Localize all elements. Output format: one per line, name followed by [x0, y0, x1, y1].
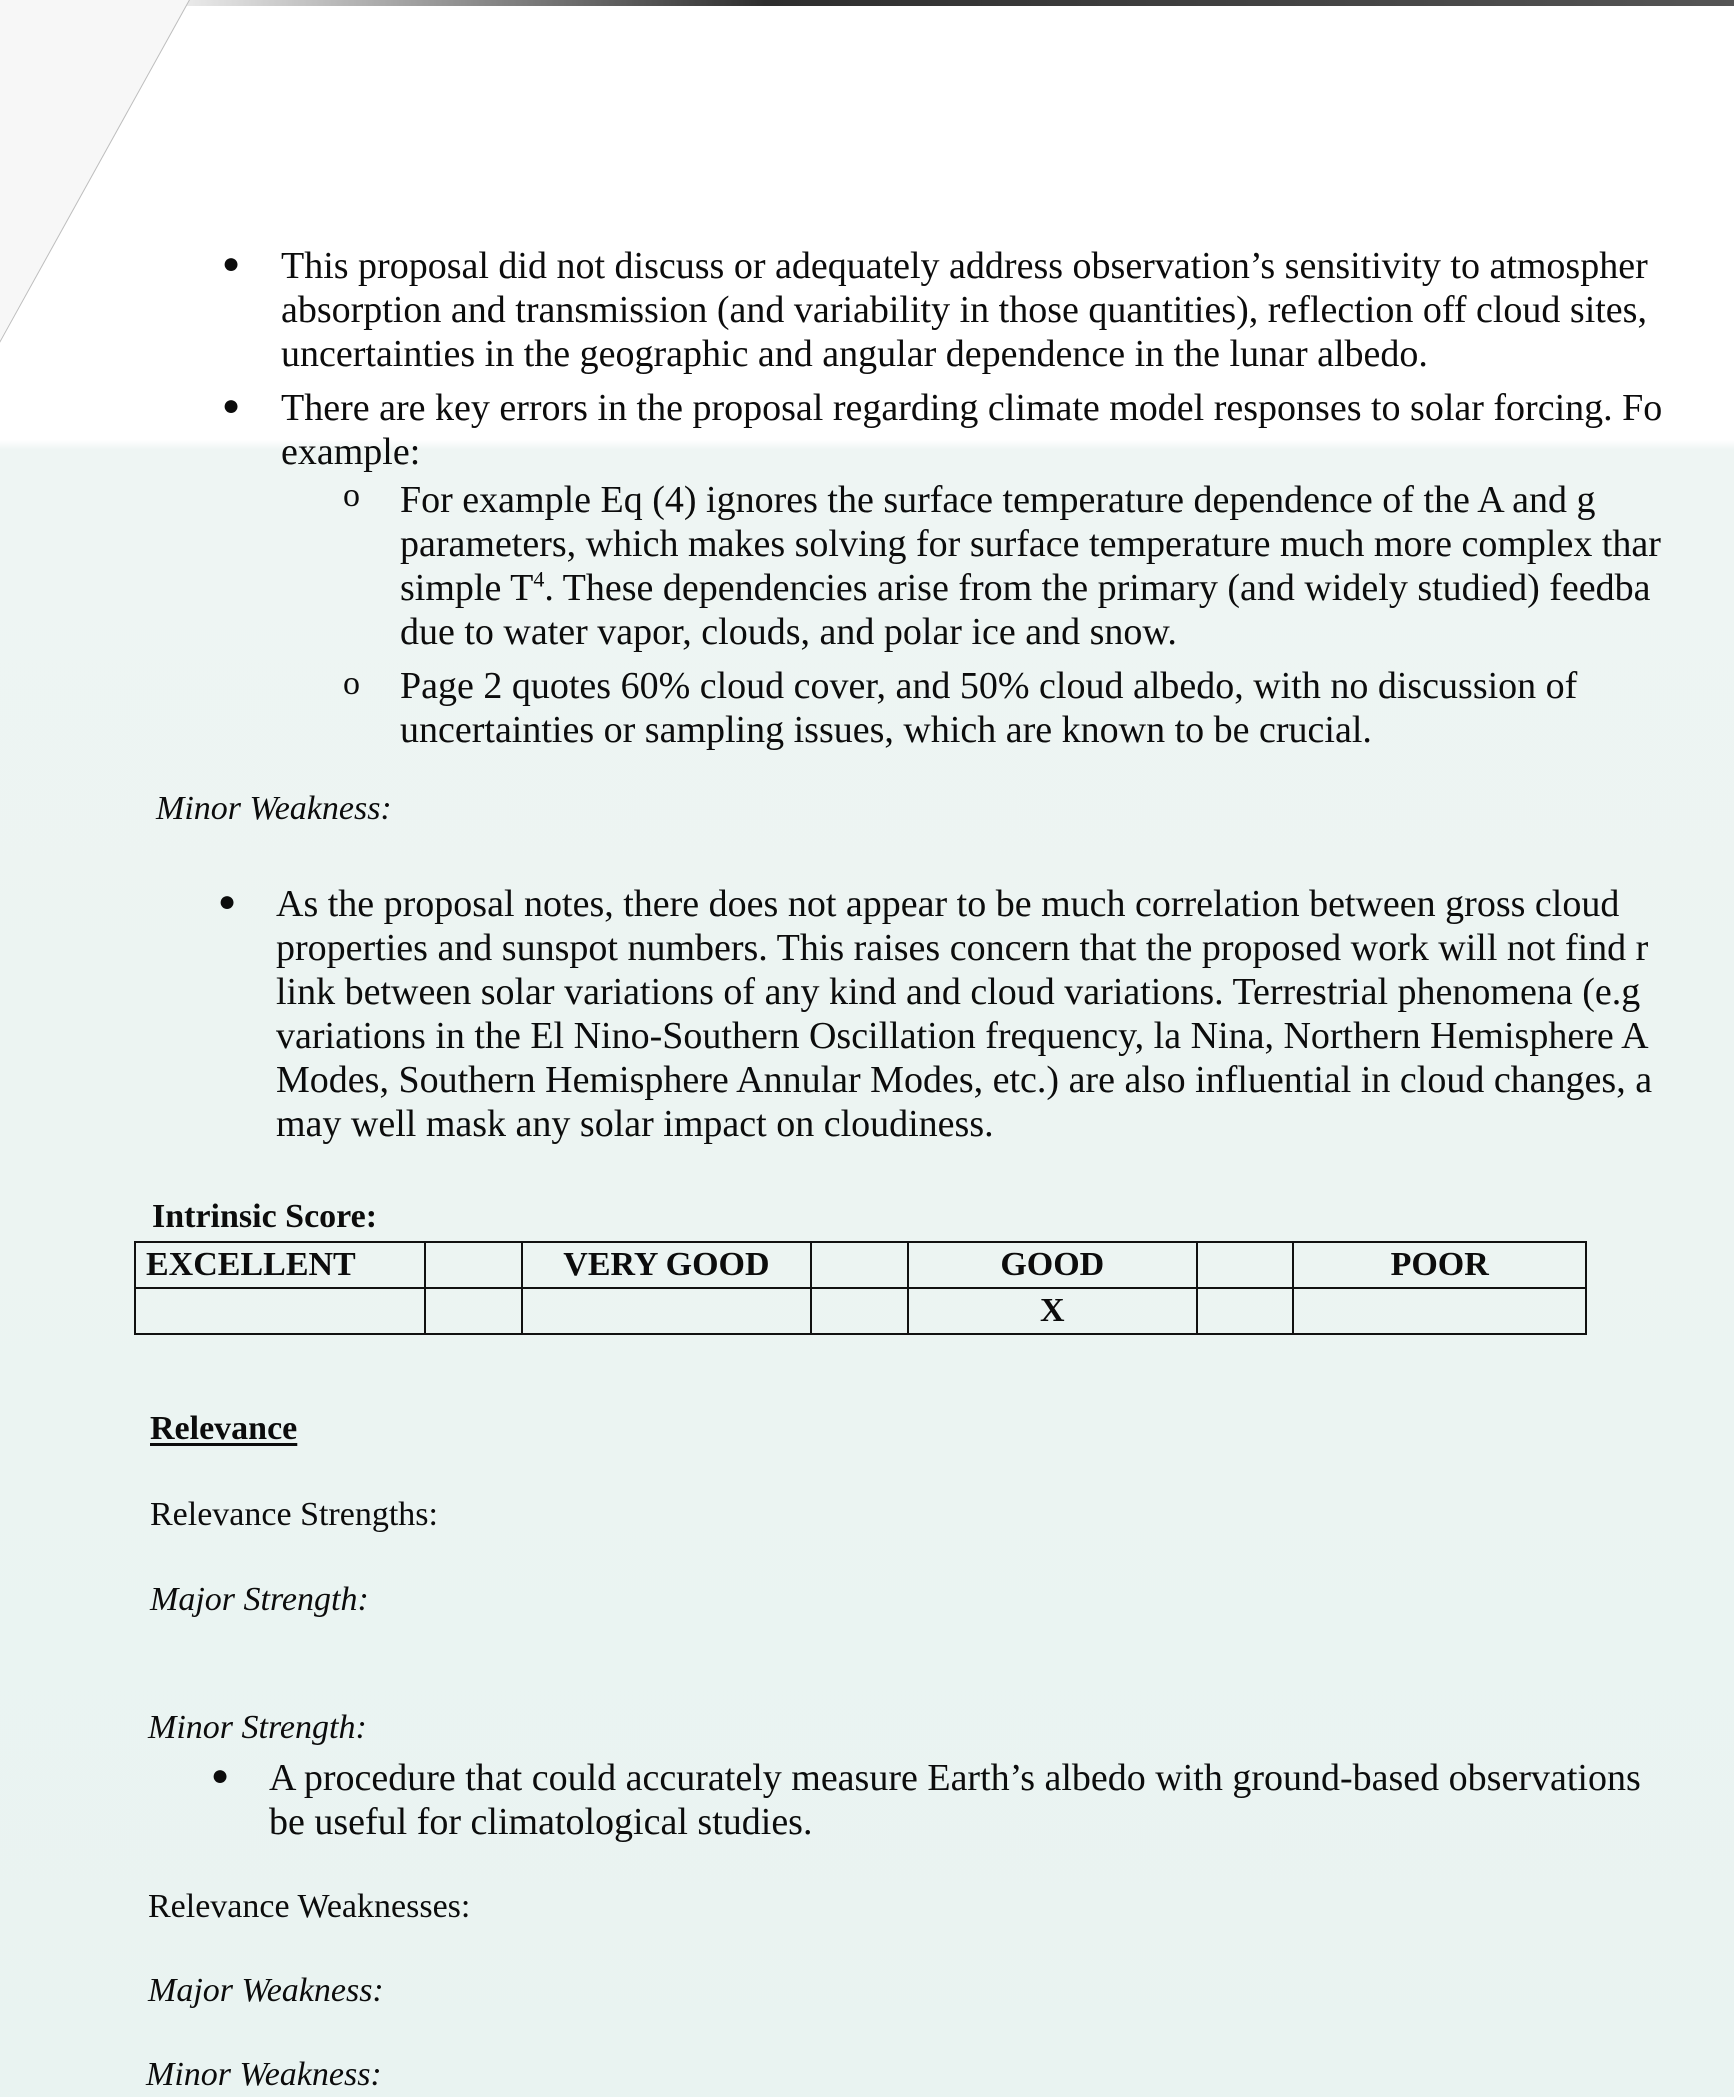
- major-weakness-label: Major Weakness:: [148, 1972, 384, 2009]
- concern-2-line-1: There are key errors in the proposal regarding climate model responses to solar forcing. Fo: [281, 387, 1663, 429]
- sub-point-1-line-3-end: . These dependencies arise from the primary (and widely studied) feedba: [544, 567, 1651, 609]
- bullet-icon: ●: [222, 389, 241, 422]
- score-header-very-good: VERY GOOD: [522, 1242, 812, 1288]
- concern-1-line-3: uncertainties in the geographic and angular dependence in the lunar albedo.: [281, 333, 1428, 375]
- major-strength-label: Major Strength:: [150, 1581, 369, 1618]
- concern-1-line-1: This proposal did not discuss or adequately address observation’s sensitivity to atmospher: [281, 245, 1648, 287]
- hollow-bullet-icon: o: [343, 477, 360, 514]
- score-header-gap-1: [425, 1242, 522, 1288]
- score-header-row: [135, 1242, 1586, 1288]
- sub-point-1-line-3-start: simple T: [400, 567, 534, 609]
- bullet-icon: ●: [218, 885, 237, 918]
- concern-2-line-2: example:: [281, 431, 421, 473]
- score-mark-poor: [1293, 1288, 1586, 1334]
- concern-item-2: [281, 386, 1662, 474]
- intrinsic-score-label: Intrinsic Score:: [152, 1198, 378, 1235]
- score-mark-row: [135, 1288, 1586, 1334]
- sub-point-1: [400, 478, 1661, 654]
- minor-strength-line-2: be useful for climatological studies.: [269, 1801, 813, 1843]
- score-header-good: GOOD: [908, 1242, 1197, 1288]
- minor-strength-item: [269, 1756, 1641, 1844]
- concern-1-line-2: absorption and transmission (and variability in those quantities), reflection off cloud sites,: [281, 289, 1647, 331]
- minor-weakness-line-5: Modes, Southern Hemisphere Annular Modes, etc.) are also influential in cloud changes, a: [276, 1059, 1653, 1101]
- minor-strength-line-1: A procedure that could accurately measure Earth’s albedo with ground-based observations: [269, 1757, 1641, 1799]
- sub-point-1-line-3: [400, 566, 1661, 610]
- score-header-gap-3: [1197, 1242, 1294, 1288]
- score-mark-good: X: [908, 1288, 1197, 1334]
- sub-point-1-line-2: parameters, which makes solving for surface temperature much more complex thar: [400, 523, 1661, 565]
- sub-point-2-line-1: Page 2 quotes 60% cloud cover, and 50% cloud albedo, with no discussion of: [400, 665, 1578, 707]
- minor-weakness-line-3: link between solar variations of any kind and cloud variations. Terrestrial phenomena (e.g: [276, 971, 1641, 1013]
- sub-point-2-line-2: uncertainties or sampling issues, which are known to be crucial.: [400, 709, 1372, 751]
- relevance-strengths-label: Relevance Strengths:: [150, 1496, 438, 1533]
- concern-item-1: [281, 244, 1648, 376]
- minor-strength-label: Minor Strength:: [148, 1709, 367, 1746]
- minor-weakness-line-2: properties and sunspot numbers. This raises concern that the proposed work will not find r: [276, 927, 1649, 969]
- score-header-poor: POOR: [1293, 1242, 1586, 1288]
- relevance-weaknesses-label: Relevance Weaknesses:: [148, 1888, 471, 1925]
- relevance-heading: Relevance: [150, 1410, 298, 1447]
- sub-point-2: [400, 664, 1577, 752]
- minor-weakness-line-4: variations in the El Nino-Southern Oscillation frequency, la Nina, Northern Hemisphere A: [276, 1015, 1649, 1057]
- exponent: 4: [533, 566, 545, 592]
- score-mark-gap-3: [1197, 1288, 1294, 1334]
- bullet-icon: ●: [211, 1759, 230, 1792]
- relevance-minor-weakness-label: Minor Weakness:: [146, 2056, 382, 2093]
- score-header-excellent: EXCELLENT: [135, 1242, 425, 1288]
- sub-point-1-line-4: due to water vapor, clouds, and polar ice and snow.: [400, 611, 1177, 653]
- intrinsic-score-table: [134, 1241, 1587, 1335]
- score-mark-gap-2: [811, 1288, 908, 1334]
- score-header-gap-2: [811, 1242, 908, 1288]
- bullet-icon: ●: [222, 247, 241, 280]
- minor-weakness-item: [276, 882, 1652, 1146]
- minor-weakness-line-1: As the proposal notes, there does not appear to be much correlation between gross cloud: [276, 883, 1620, 925]
- score-mark-gap-1: [425, 1288, 522, 1334]
- sub-point-1-line-1: For example Eq (4) ignores the surface temperature dependence of the A and g: [400, 479, 1596, 521]
- hollow-bullet-icon: o: [343, 665, 360, 702]
- score-mark-excellent: [135, 1288, 425, 1334]
- minor-weakness-line-6: may well mask any solar impact on cloudiness.: [276, 1103, 994, 1145]
- score-mark-very-good: [522, 1288, 812, 1334]
- minor-weakness-label: Minor Weakness:: [156, 790, 392, 827]
